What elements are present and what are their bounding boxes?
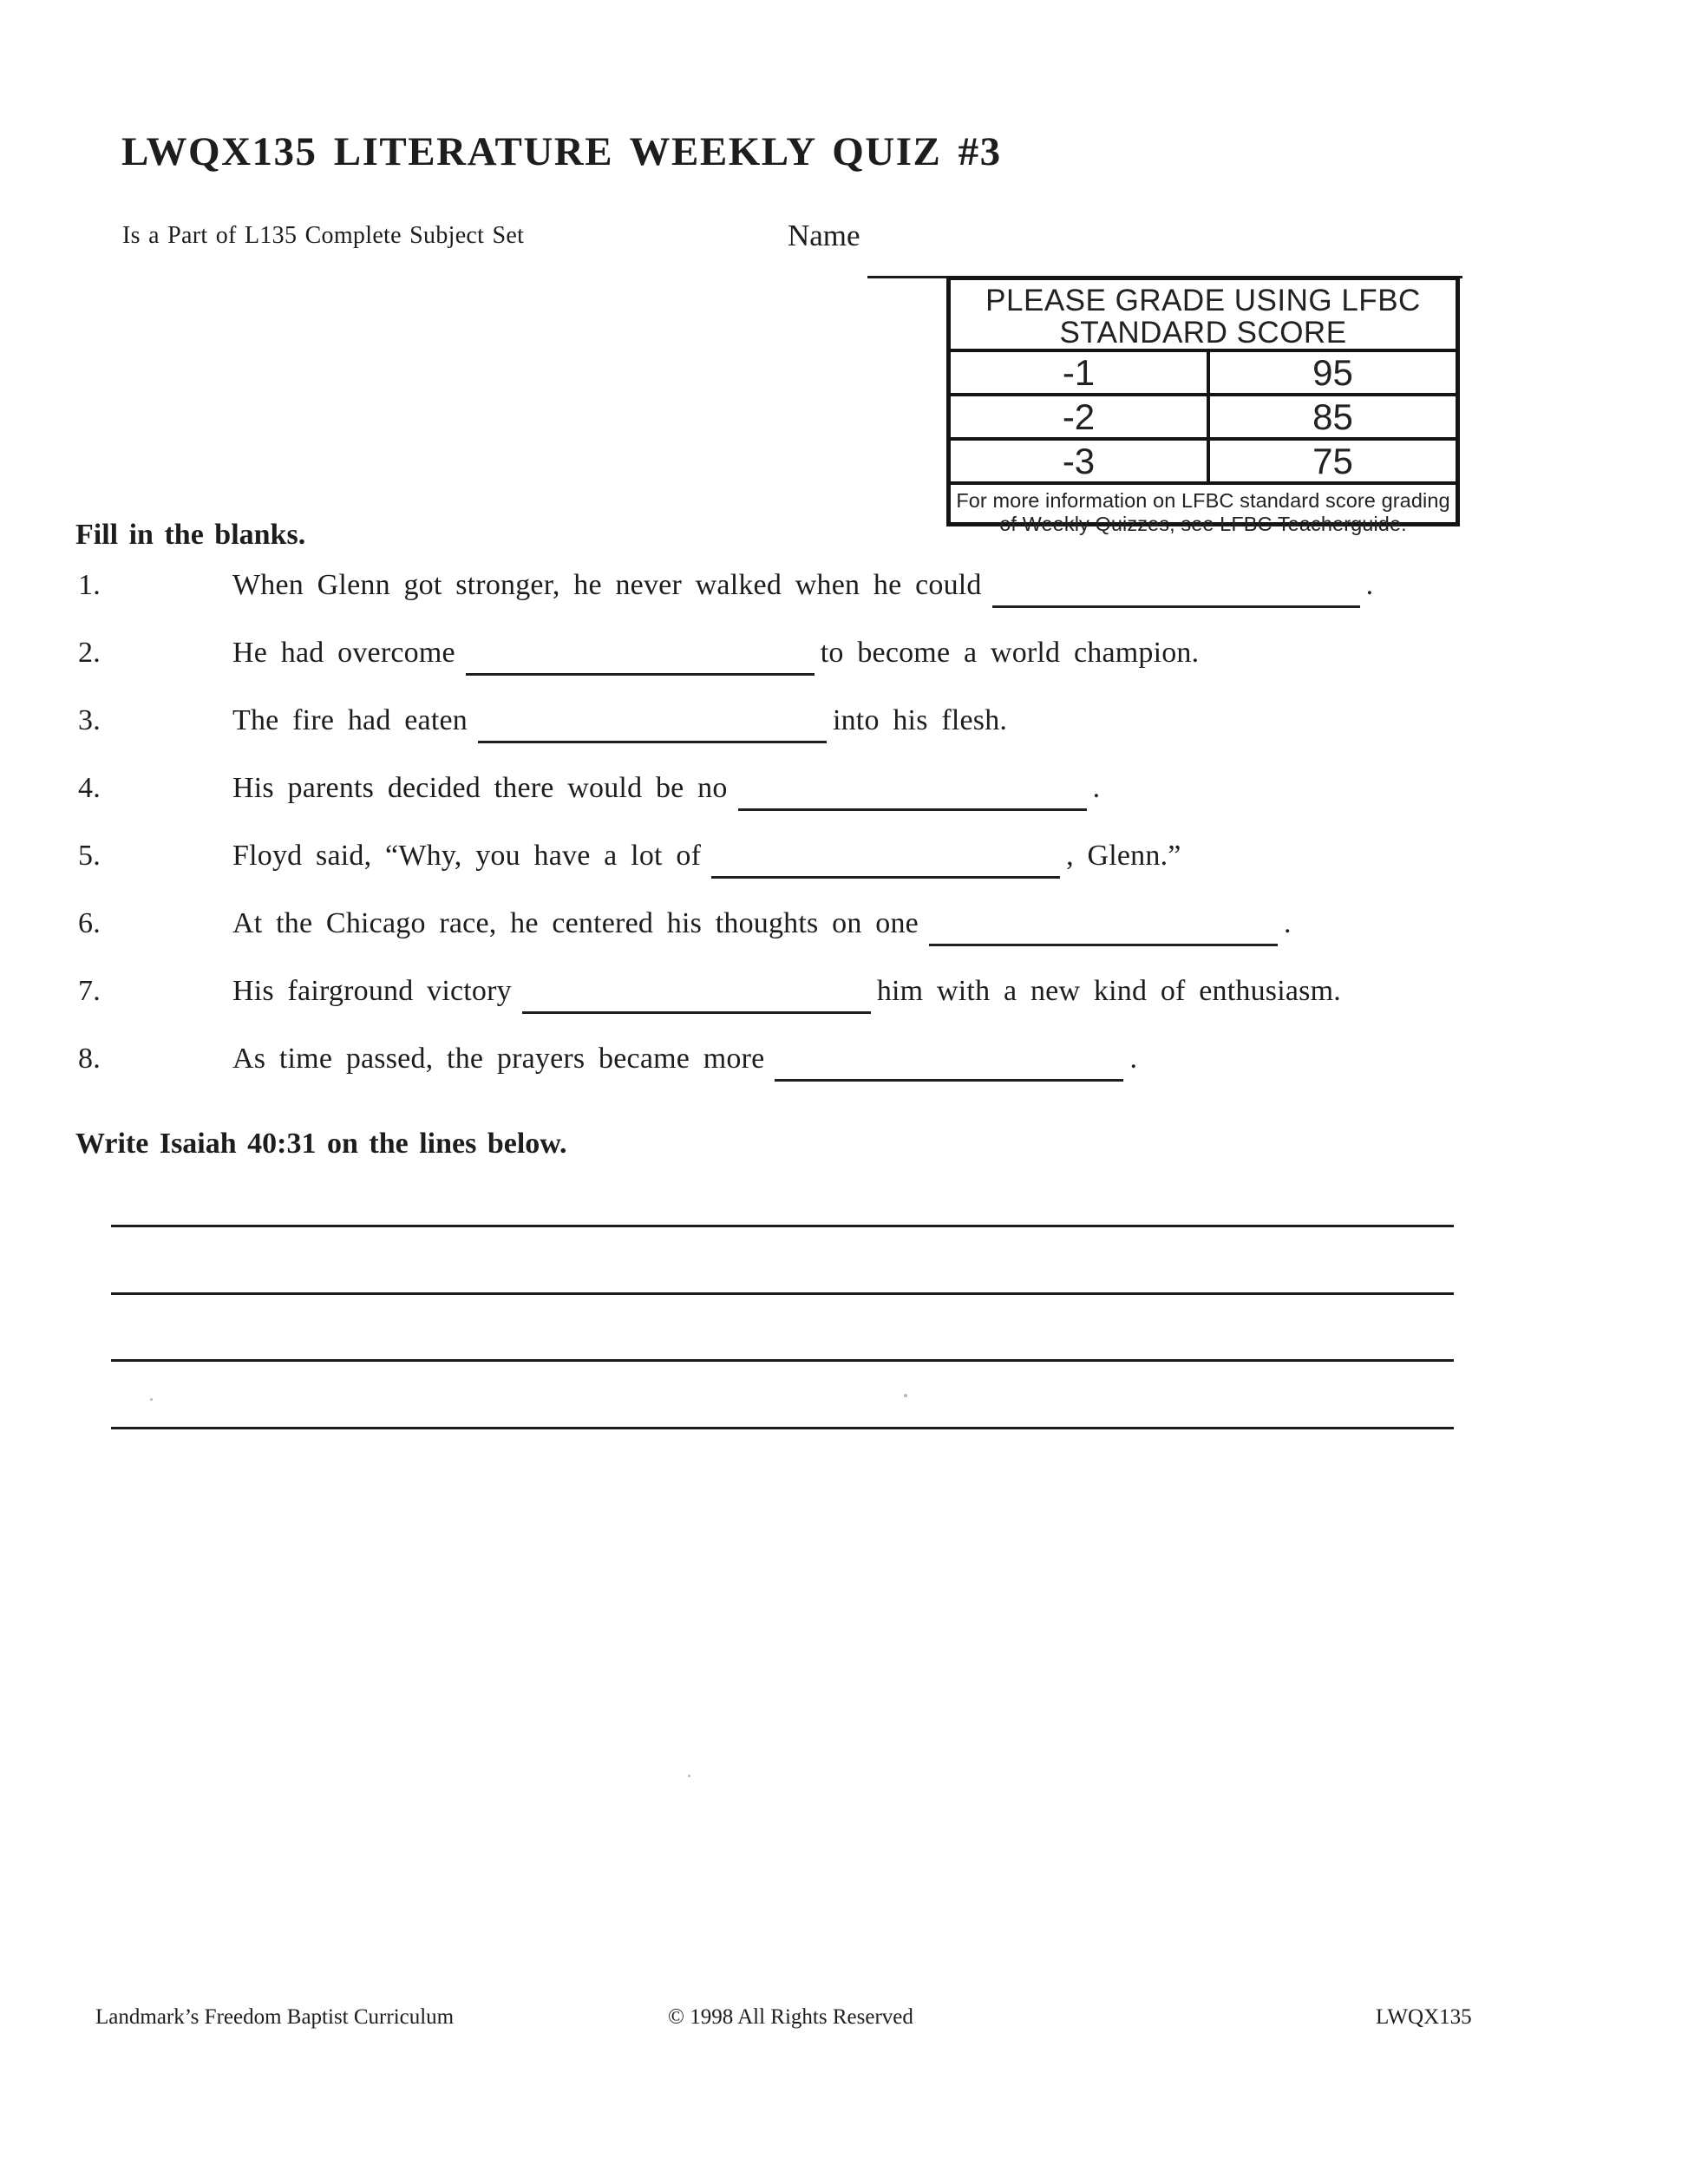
question-text [232,772,1100,811]
writing-line[interactable] [111,1359,1454,1362]
answer-blank[interactable] [466,664,815,676]
score-row [951,396,1456,441]
question-row [0,569,1688,611]
question-pre-text: He had overcome [232,637,455,669]
question-number: 3. [78,704,101,736]
question-text [232,637,1199,676]
question-post-text: into his flesh. [832,704,1008,736]
question-post-text: to become a world champion. [820,637,1200,669]
writing-line[interactable] [111,1427,1454,1429]
question-row [0,704,1688,746]
question-post-text: . [1129,1043,1138,1075]
writing-line[interactable] [111,1225,1454,1227]
question-row [0,637,1688,678]
score-cell: 85 [1207,396,1456,437]
question-row [0,840,1688,881]
question-number: 2. [78,637,101,669]
scan-speck [688,1775,690,1777]
question-pre-text: The fire had eaten [232,704,468,736]
question-pre-text: His parents decided there would be no [232,772,728,804]
question-post-text: . [1365,569,1374,601]
question-number: 1. [78,569,101,601]
question-post-text: , Glenn.” [1066,840,1181,872]
question-row [0,772,1688,814]
question-number: 4. [78,772,101,804]
question-number: 7. [78,975,101,1007]
score-row [951,441,1456,485]
writing-line[interactable] [111,1292,1454,1295]
question-pre-text: When Glenn got stronger, he never walked when he could [232,569,982,601]
question-text [232,975,1341,1014]
score-table-footnote [951,485,1456,536]
score-table-header-line1: PLEASE GRADE USING LFBC [985,284,1421,317]
name-label: Name [788,219,860,252]
score-table-header [951,280,1456,352]
score-table [946,276,1460,535]
page-title: LWQX135 LITERATURE WEEKLY QUIZ #3 [121,129,1002,174]
score-row [951,352,1456,396]
question-text [232,569,1373,608]
score-table-footnote-line2: of Weekly Quizzes, see LFBC Teacherguide. [999,513,1407,535]
question-pre-text: His fairground victory [232,975,512,1007]
deduction-cell: -2 [1062,396,1096,437]
section-heading-write: Write Isaiah 40:31 on the lines below. [75,1128,567,1160]
score-table-footnote-line1: For more information on LFBC standard score grading [956,489,1450,512]
score-cell: 75 [1207,441,1456,481]
question-number: 6. [78,907,101,939]
question-text [232,1043,1137,1082]
score-cell: 95 [1207,352,1456,393]
score-table-header-line2: STANDARD SCORE [1059,316,1347,350]
answer-blank[interactable] [738,800,1087,811]
answer-blank[interactable] [711,867,1060,879]
question-pre-text: As time passed, the prayers became more [232,1043,765,1075]
scan-speck [904,1394,907,1397]
question-text [232,704,1007,743]
answer-blank[interactable] [522,1003,871,1014]
deduction-cell: -3 [1062,440,1096,481]
question-number: 8. [78,1043,101,1075]
question-post-text: . [1283,907,1292,939]
question-row [0,975,1688,1017]
question-row [0,1043,1688,1084]
answer-blank[interactable] [478,732,827,743]
answer-blank[interactable] [775,1070,1123,1082]
answer-blank[interactable] [929,935,1278,946]
question-number: 5. [78,840,101,872]
question-pre-text: At the Chicago race, he centered his thoughts on one [232,907,919,939]
footer-code: LWQX135 [1376,2005,1472,2029]
footer-curriculum: Landmark’s Freedom Baptist Curriculum [95,2005,455,2029]
answer-blank[interactable] [992,597,1360,608]
footer-copyright: © 1998 All Rights Reserved [668,2005,913,2029]
section-heading-fill: Fill in the blanks. [75,519,306,551]
question-text [232,840,1181,879]
question-pre-text: Floyd said, “Why, you have a lot of [232,840,702,872]
deduction-cell: -1 [1062,351,1096,393]
question-text [232,907,1292,946]
question-post-text: him with a new kind of enthusiasm. [876,975,1341,1007]
page-subtitle: Is a Part of L135 Complete Subject Set [122,222,525,249]
scan-speck [150,1398,153,1401]
question-row [0,907,1688,949]
question-post-text: . [1092,772,1101,804]
